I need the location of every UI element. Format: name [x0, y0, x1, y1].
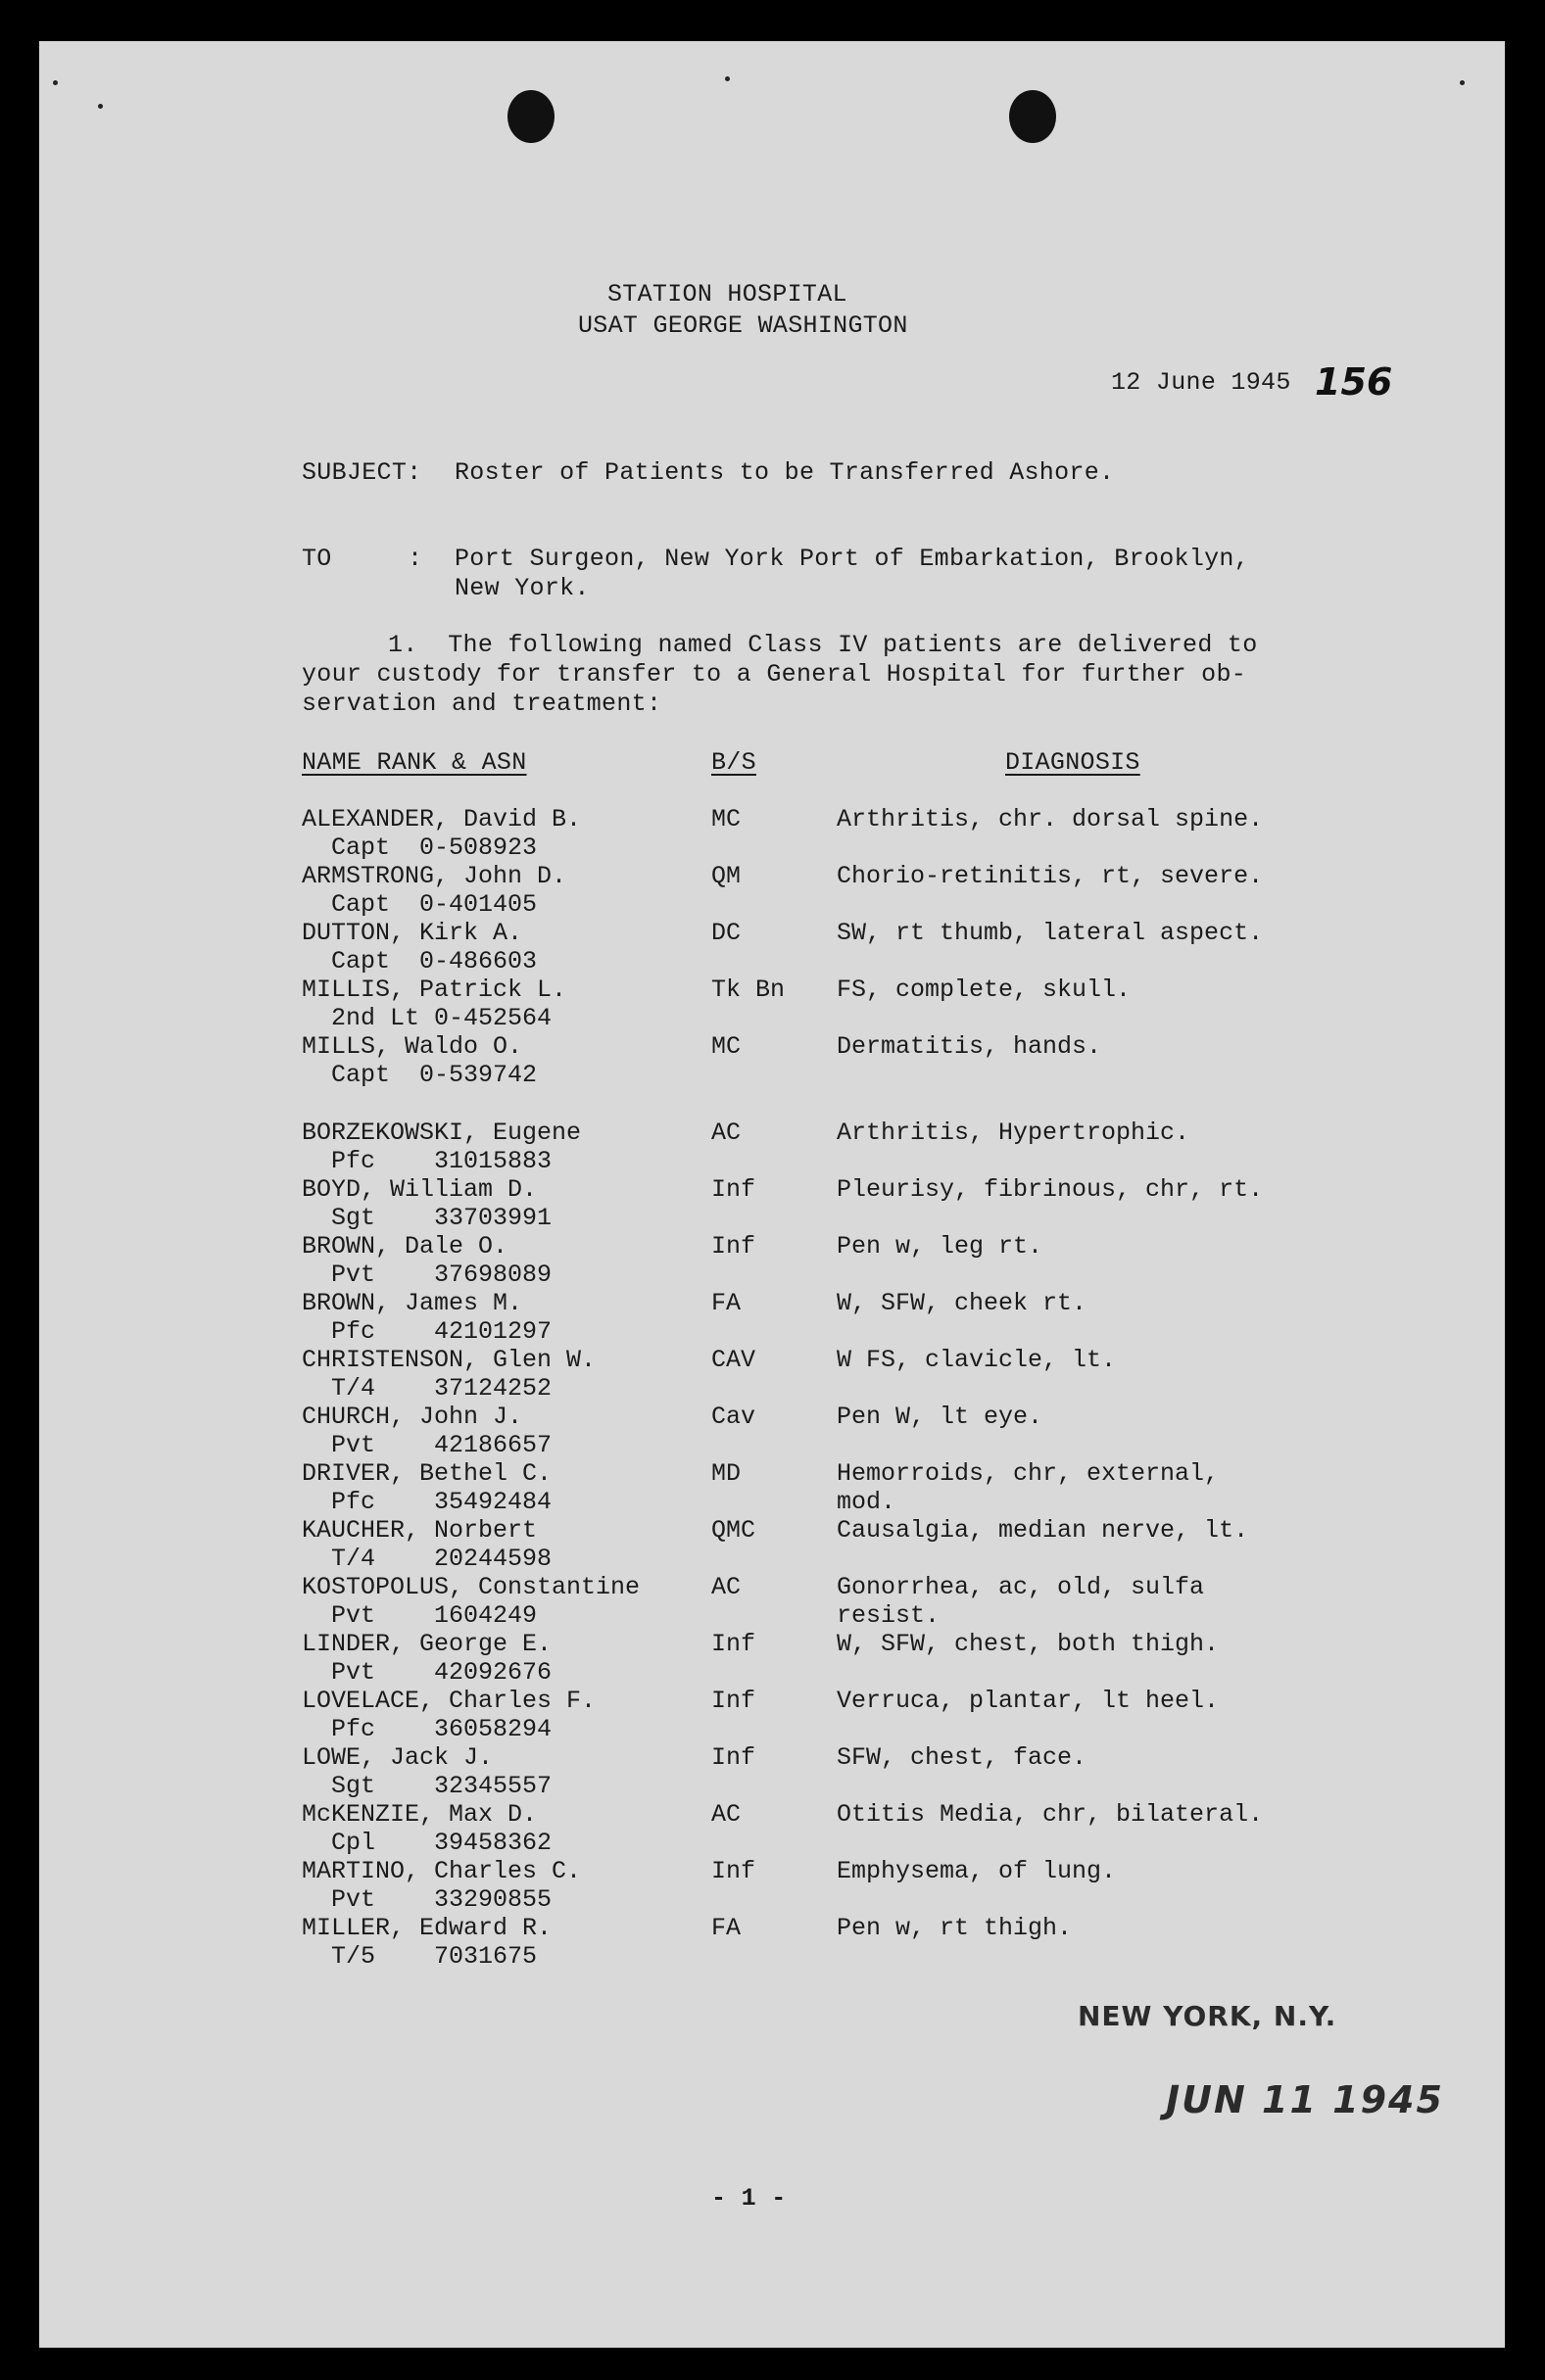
- patient-name: MILLER, Edward R.: [302, 1914, 553, 1942]
- table-row: [39, 1687, 1505, 1743]
- patient-diagnosis: Pen w, rt thigh.: [837, 1914, 1073, 1942]
- patient-diagnosis: Pen w, leg rt.: [837, 1232, 1043, 1261]
- patient-rank-asn: T/5 7031675: [331, 1942, 538, 1971]
- patient-diagnosis: Pleurisy, fibrinous, chr, rt.: [837, 1175, 1264, 1204]
- patient-branch: Inf: [711, 1687, 756, 1715]
- patient-rank-asn: Pvt 42186657: [331, 1431, 553, 1459]
- patient-diagnosis: FS, complete, skull.: [837, 976, 1132, 1004]
- patient-branch: Inf: [711, 1743, 756, 1772]
- to-line-1: Port Surgeon, New York Port of Embarkation, Brooklyn,: [455, 545, 1250, 573]
- table-row: [39, 1403, 1505, 1459]
- patient-name: CHURCH, John J.: [302, 1403, 523, 1431]
- patient-rank-asn: Capt 0-486603: [331, 947, 538, 976]
- patient-rank-asn: Sgt 32345557: [331, 1772, 553, 1800]
- patient-branch: AC: [711, 1119, 742, 1147]
- patient-diagnosis: Causalgia, median nerve, lt.: [837, 1516, 1249, 1545]
- patient-rank-asn: Capt 0-401405: [331, 890, 538, 919]
- patient-rank-asn: Sgt 33703991: [331, 1204, 553, 1232]
- table-row: [39, 919, 1505, 976]
- table-row: [39, 805, 1505, 862]
- column-header-diagnosis: DIAGNOSIS: [1005, 748, 1140, 777]
- patient-rank-asn: T/4 20244598: [331, 1545, 553, 1573]
- patient-name: KAUCHER, Norbert: [302, 1516, 538, 1545]
- stamp-date: JUN 11 1945: [1166, 2078, 1444, 2121]
- table-row: [39, 1630, 1505, 1687]
- patient-diagnosis: Emphysema, of lung.: [837, 1857, 1117, 1885]
- patient-rank-asn: Pvt 37698089: [331, 1261, 553, 1289]
- patient-diagnosis-cont: mod.: [837, 1488, 896, 1516]
- patient-rank-asn: Capt 0-539742: [331, 1061, 538, 1089]
- patient-diagnosis: Dermatitis, hands.: [837, 1032, 1102, 1061]
- speck: [98, 104, 103, 109]
- patient-diagnosis: Arthritis, chr. dorsal spine.: [837, 805, 1264, 833]
- speck: [53, 80, 58, 85]
- paragraph-line-2: your custody for transfer to a General Hospital for further ob-: [302, 660, 1247, 689]
- table-row: [39, 976, 1505, 1032]
- table-row: [39, 1289, 1505, 1346]
- patient-diagnosis: Arthritis, Hypertrophic.: [837, 1119, 1190, 1147]
- patient-branch: MC: [711, 805, 742, 833]
- paragraph-line-1: 1. The following named Class IV patients are delivered to: [388, 631, 1258, 659]
- patient-rank-asn: T/4 37124252: [331, 1374, 553, 1403]
- patient-rank-asn: Pvt 42092676: [331, 1658, 553, 1687]
- patient-rank-asn: Cpl 39458362: [331, 1829, 553, 1857]
- patient-diagnosis: W, SFW, chest, both thigh.: [837, 1630, 1220, 1658]
- patient-branch: Inf: [711, 1857, 756, 1885]
- stamp-location: NEW YORK, N.Y.: [1078, 2000, 1337, 2032]
- patient-branch: AC: [711, 1573, 742, 1601]
- paragraph-line-3: servation and treatment:: [302, 690, 662, 718]
- patient-name: ALEXANDER, David B.: [302, 805, 582, 833]
- patient-name: CHRISTENSON, Glen W.: [302, 1346, 597, 1374]
- table-row: [39, 1857, 1505, 1914]
- patient-name: DRIVER, Bethel C.: [302, 1459, 553, 1488]
- patient-branch: FA: [711, 1289, 742, 1317]
- table-row: [39, 862, 1505, 919]
- document-date: 12 June 1945: [1111, 368, 1291, 397]
- patient-rank-asn: Pvt 33290855: [331, 1885, 553, 1914]
- column-header-name: NAME RANK & ASN: [302, 748, 527, 777]
- patient-branch: QMC: [711, 1516, 756, 1545]
- patient-name: BROWN, Dale O.: [302, 1232, 508, 1261]
- table-row: [39, 1232, 1505, 1289]
- patient-branch: Tk Bn: [711, 976, 786, 1004]
- punch-hole-right: [1009, 90, 1056, 143]
- patient-diagnosis: Gonorrhea, ac, old, sulfa: [837, 1573, 1205, 1601]
- patient-branch: DC: [711, 919, 742, 947]
- patient-diagnosis: Verruca, plantar, lt heel.: [837, 1687, 1220, 1715]
- to-label: TO: [302, 545, 332, 573]
- patient-branch: Inf: [711, 1175, 756, 1204]
- patient-name: BROWN, James M.: [302, 1289, 523, 1317]
- speck: [1460, 80, 1465, 85]
- table-row: [39, 1516, 1505, 1573]
- patient-branch: Inf: [711, 1630, 756, 1658]
- patient-rank-asn: Pfc 42101297: [331, 1317, 553, 1346]
- header-line-1: STATION HOSPITAL: [607, 280, 847, 309]
- table-row: [39, 1914, 1505, 1971]
- patient-diagnosis: Pen W, lt eye.: [837, 1403, 1043, 1431]
- patient-name: ARMSTRONG, John D.: [302, 862, 567, 890]
- header-line-2: USAT GEORGE WASHINGTON: [578, 311, 908, 340]
- patient-name: LINDER, George E.: [302, 1630, 553, 1658]
- patient-diagnosis: W, SFW, cheek rt.: [837, 1289, 1087, 1317]
- patient-branch: MD: [711, 1459, 742, 1488]
- patient-name: LOVELACE, Charles F.: [302, 1687, 597, 1715]
- patient-rank-asn: 2nd Lt 0-452564: [331, 1004, 553, 1032]
- patient-branch: AC: [711, 1800, 742, 1829]
- subject-label: SUBJECT:: [302, 458, 422, 487]
- patient-name: MARTINO, Charles C.: [302, 1857, 582, 1885]
- to-colon: :: [408, 545, 423, 573]
- punch-hole-left: [507, 90, 555, 143]
- to-line-2: New York.: [455, 574, 590, 602]
- patient-name: BORZEKOWSKI, Eugene: [302, 1119, 582, 1147]
- patient-rank-asn: Pvt 1604249: [331, 1601, 538, 1630]
- patient-branch: Cav: [711, 1403, 756, 1431]
- patient-name: MILLS, Waldo O.: [302, 1032, 523, 1061]
- patient-branch: CAV: [711, 1346, 756, 1374]
- patient-rank-asn: Pfc 31015883: [331, 1147, 553, 1175]
- patient-branch: Inf: [711, 1232, 756, 1261]
- subject-text: Roster of Patients to be Transferred Ashore.: [455, 458, 1115, 487]
- table-row: [39, 1800, 1505, 1857]
- patient-rank-asn: Capt 0-508923: [331, 833, 538, 862]
- patient-branch: QM: [711, 862, 742, 890]
- patient-name: MILLIS, Patrick L.: [302, 976, 567, 1004]
- patient-diagnosis: Otitis Media, chr, bilateral.: [837, 1800, 1264, 1829]
- patient-name: KOSTOPOLUS, Constantine: [302, 1573, 641, 1601]
- patient-diagnosis: Chorio-retinitis, rt, severe.: [837, 862, 1264, 890]
- patient-diagnosis-cont: resist.: [837, 1601, 941, 1630]
- handwritten-number: 156: [1315, 360, 1393, 404]
- patient-rank-asn: Pfc 35492484: [331, 1488, 553, 1516]
- document-page: [39, 41, 1505, 2348]
- patient-name: LOWE, Jack J.: [302, 1743, 494, 1772]
- patient-diagnosis: SFW, chest, face.: [837, 1743, 1087, 1772]
- patient-rank-asn: Pfc 36058294: [331, 1715, 553, 1743]
- patient-diagnosis: W FS, clavicle, lt.: [837, 1346, 1117, 1374]
- table-row: [39, 1459, 1505, 1516]
- patient-name: McKENZIE, Max D.: [302, 1800, 538, 1829]
- table-row: [39, 1573, 1505, 1630]
- patient-name: DUTTON, Kirk A.: [302, 919, 523, 947]
- page-number: - 1 -: [711, 2184, 787, 2213]
- speck: [725, 76, 730, 81]
- patient-branch: FA: [711, 1914, 742, 1942]
- table-row: [39, 1175, 1505, 1232]
- table-row: [39, 1032, 1505, 1089]
- patient-diagnosis: SW, rt thumb, lateral aspect.: [837, 919, 1264, 947]
- patient-diagnosis: Hemorroids, chr, external,: [837, 1459, 1220, 1488]
- patient-name: BOYD, William D.: [302, 1175, 538, 1204]
- column-header-bs: B/S: [711, 748, 756, 777]
- table-row: [39, 1743, 1505, 1800]
- table-row: [39, 1346, 1505, 1403]
- table-row: [39, 1119, 1505, 1175]
- patient-branch: MC: [711, 1032, 742, 1061]
